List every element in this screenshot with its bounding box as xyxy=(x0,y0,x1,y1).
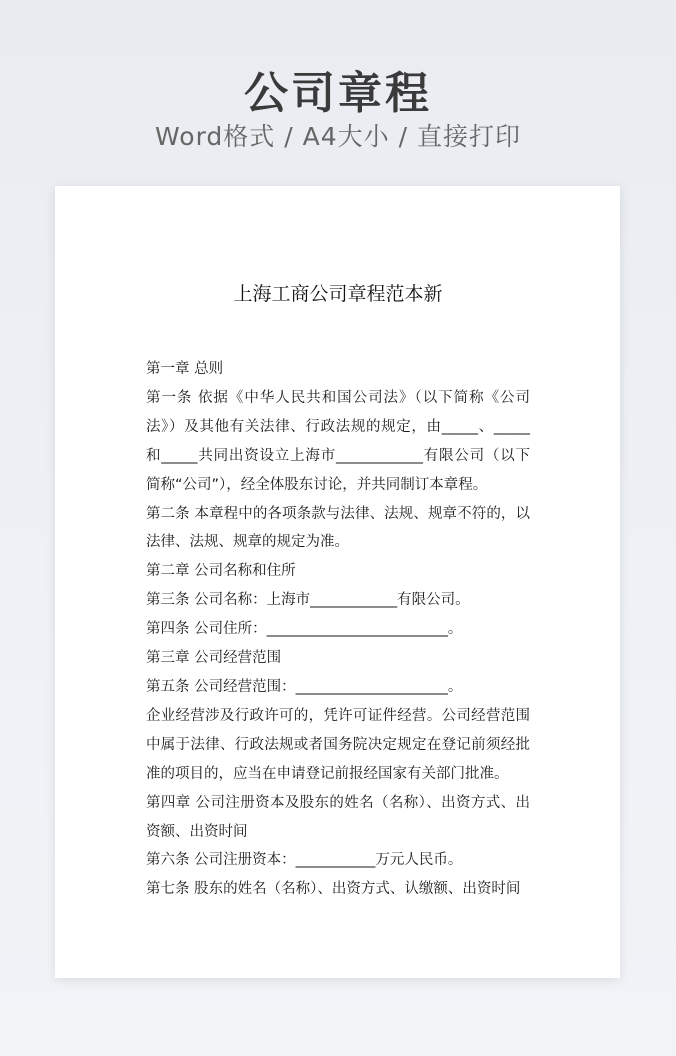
chapter-heading: 第一章 总则 xyxy=(146,361,224,377)
chapter-heading: 第二章 公司名称和住所 xyxy=(146,563,296,580)
chapter-heading: 第三章 公司经营范围 xyxy=(146,650,282,667)
header-subtitle: Word格式 / A4大小 / 直接打印 xyxy=(155,122,521,151)
article-paragraph: 第三条 公司名称：上海市____________有限公司。 xyxy=(146,592,470,609)
article-paragraph: 第一条 依据《中华人民共和国公司法》（以下简称《公司法》）及其他有关法律、行政法规的规定，由_____、_____和_____共同出资设立上海市____________有限公司（以下简称“公司”），经全体股东讨论，并共同制订本章程。 xyxy=(146,389,530,493)
article-paragraph: 第五条 公司经营范围：_____________________。 xyxy=(146,678,463,695)
chapter-heading: 第四章 公司注册资本及股东的姓名（名称）、出资方式、出资额、出资时间 xyxy=(146,794,530,840)
article-paragraph: 第二条 本章程中的各项条款与法律、法规、规章不符的，以法律、法规、规章的规定为准。 xyxy=(146,505,530,551)
document-title: 上海工商公司章程范本新 xyxy=(233,283,443,305)
header-title: 公司章程 xyxy=(244,68,432,119)
article-paragraph: 第六条 公司注册资本：___________万元人民币。 xyxy=(146,852,463,869)
document-body xyxy=(146,355,530,904)
article-paragraph: 第七条 股东的姓名（名称）、出资方式、认缴额、出资时间 xyxy=(146,881,521,898)
article-paragraph: 第四条 公司住所：_________________________。 xyxy=(146,621,463,638)
body-paragraph: 企业经营涉及行政许可的，凭许可证件经营。公司经营范围中属于法律、行政法规或者国务院决定规定在登记前须经批准的项目的，应当在申请登记前报经国家有关部门批准。 xyxy=(146,707,530,782)
